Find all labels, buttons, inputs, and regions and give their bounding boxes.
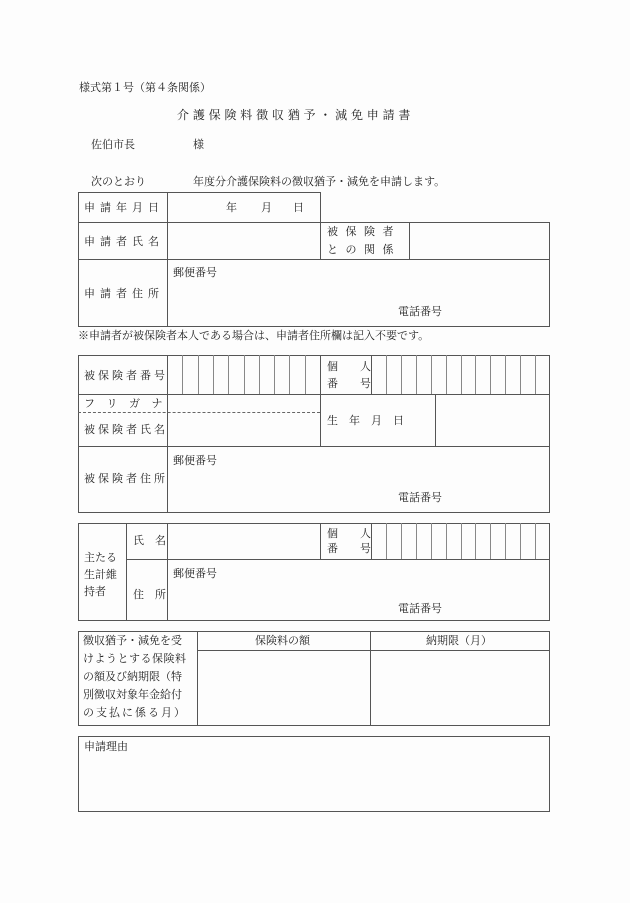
digit-box-divider — [535, 523, 536, 559]
insured-number-digit-box[interactable] — [259, 355, 274, 394]
householder-address-label: 住 所 — [133, 588, 166, 601]
middle-divider — [320, 523, 321, 559]
householder-personal-number-digit-box[interactable] — [386, 523, 401, 559]
insured-address-field[interactable] — [168, 447, 549, 512]
relation-field[interactable] — [410, 223, 549, 259]
insured-personal-number-digit-box[interactable] — [371, 355, 386, 394]
applicant-note: ※申請者が被保険者本人である場合は、申請者住所欄は記入不要です。 — [78, 329, 430, 342]
insured-name-field[interactable] — [168, 413, 320, 446]
householder-personal-number-digit-box[interactable] — [475, 523, 490, 559]
digit-box-divider — [401, 355, 402, 394]
digit-box-divider — [244, 355, 245, 394]
digit-box-divider — [446, 523, 447, 559]
householder-personal-number-label-line1: 個 人 — [327, 527, 371, 540]
householder-personal-number-label-line2: 番 号 — [327, 542, 371, 555]
addressee-honorific: 様 — [193, 138, 204, 151]
digit-box-divider — [305, 355, 306, 394]
digit-box-divider — [461, 355, 462, 394]
digit-box-divider — [259, 355, 260, 394]
digit-box-divider — [213, 355, 214, 394]
date-year-unit: 年 — [226, 201, 237, 214]
digit-box-divider — [182, 355, 183, 394]
householder-postal-label: 郵便番号 — [173, 567, 217, 580]
birth-date-label: 生 年 月 日 — [327, 414, 404, 427]
householder-personal-number-digit-box[interactable] — [535, 523, 550, 559]
fiscal-year-field[interactable] — [150, 172, 190, 188]
householder-personal-number-digit-box[interactable] — [401, 523, 416, 559]
insured-personal-number-digit-box[interactable] — [520, 355, 535, 394]
digit-box-divider — [505, 355, 506, 394]
insured-personal-number-digit-box[interactable] — [401, 355, 416, 394]
applicant-phone-label: 電話番号 — [398, 305, 442, 318]
insured-phone-label: 電話番号 — [398, 491, 442, 504]
householder-personal-number-digit-box[interactable] — [446, 523, 461, 559]
premium-description-line2: けようとする保険料 — [83, 652, 187, 665]
applicant-name-label: 申請者氏名 — [84, 235, 164, 248]
insured-personal-number-label-line2: 番 号 — [327, 377, 371, 390]
relation-label-line1: 被 保 険 者 — [327, 225, 396, 238]
date-day-unit: 日 — [293, 201, 304, 214]
premium-amount-field[interactable] — [198, 651, 370, 725]
householder-name-label: 氏 名 — [133, 534, 166, 547]
digit-box-divider — [475, 355, 476, 394]
insured-number-label: 被保険者番号 — [84, 369, 168, 382]
insured-number-digit-box[interactable] — [289, 355, 304, 394]
digit-box-divider — [228, 355, 229, 394]
premium-due-header: 納期限（月） — [426, 634, 492, 647]
insured-postal-label: 郵便番号 — [173, 454, 217, 467]
premium-amount-header: 保険料の額 — [255, 634, 310, 647]
digit-box-divider — [386, 523, 387, 559]
form-number: 様式第１号（第４条関係） — [79, 81, 211, 94]
digit-box-divider — [520, 355, 521, 394]
insured-personal-number-digit-box[interactable] — [505, 355, 520, 394]
premium-description-line4: 別徴収対象年金給付 — [83, 688, 182, 701]
intro-text: 年度分介護保険料の徴収猶予・減免を申請します。 — [193, 175, 446, 188]
digit-box-divider — [401, 523, 402, 559]
insured-number-digit-box[interactable] — [228, 355, 243, 394]
digit-box-divider — [446, 355, 447, 394]
householder-address-field[interactable] — [168, 560, 549, 620]
insured-personal-number-digit-box[interactable] — [461, 355, 476, 394]
reason-label: 申請理由 — [84, 740, 128, 753]
group-divider — [126, 523, 127, 621]
form-title: 介 護 保 険 料 徴 収 猶 予 ・ 減 免 申 請 書 — [177, 108, 411, 122]
householder-personal-number-digit-box[interactable] — [490, 523, 505, 559]
householder-personal-number-digit-box[interactable] — [520, 523, 535, 559]
insured-personal-number-digit-box[interactable] — [431, 355, 446, 394]
householder-group-label-line3: 持者 — [84, 585, 106, 598]
digit-box-divider — [535, 355, 536, 394]
insured-name-label: 被保険者氏名 — [84, 423, 168, 436]
digit-box-divider — [490, 523, 491, 559]
relation-divider-left — [320, 222, 321, 259]
applicant-postal-label: 郵便番号 — [173, 266, 217, 279]
insured-personal-number-digit-box[interactable] — [386, 355, 401, 394]
digit-box-divider — [461, 523, 462, 559]
applicant-address-label: 申請者住所 — [84, 287, 164, 300]
insured-address-label: 被保険者住所 — [84, 472, 168, 485]
householder-group-label-line2: 生計維 — [84, 568, 117, 581]
insured-personal-number-digit-box[interactable] — [535, 355, 550, 394]
insured-number-digit-box[interactable] — [198, 355, 213, 394]
insured-number-digit-box[interactable] — [305, 355, 320, 394]
insured-number-digit-box[interactable] — [213, 355, 228, 394]
premium-description-line5: の支払に係る月） — [83, 706, 187, 719]
householder-personal-number-digit-box[interactable] — [505, 523, 520, 559]
digit-box-divider — [198, 355, 199, 394]
premium-due-field[interactable] — [371, 651, 549, 725]
birth-date-field[interactable] — [436, 395, 549, 446]
relation-label-line2: と の 関 係 — [327, 243, 396, 256]
insured-number-digit-box[interactable] — [182, 355, 197, 394]
addressee: 佐伯市長 — [91, 138, 135, 151]
date-month-unit: 月 — [261, 201, 272, 214]
reason-field[interactable] — [79, 755, 549, 811]
householder-personal-number-digit-box[interactable] — [416, 523, 431, 559]
intro-prefix: 次のとおり — [91, 175, 146, 188]
householder-personal-number-digit-box[interactable] — [461, 523, 476, 559]
insured-personal-number-label-line1: 個 人 — [327, 360, 371, 373]
applicant-address-field[interactable] — [168, 260, 549, 326]
furigana-label: フ リ ガ ナ — [84, 397, 167, 410]
insured-personal-number-digit-box[interactable] — [416, 355, 431, 394]
premium-description-line1: 徴収猶予・減免を受 — [83, 634, 182, 647]
premium-description-line3: の額及び納期限（特 — [83, 670, 182, 683]
insured-personal-number-digit-box[interactable] — [475, 355, 490, 394]
digit-box-divider — [431, 355, 432, 394]
application-date-label: 申請年月日 — [84, 201, 164, 214]
insured-personal-number-digit-box[interactable] — [490, 355, 505, 394]
insured-number-digit-box[interactable] — [167, 355, 182, 394]
insured-personal-number-digit-box[interactable] — [446, 355, 461, 394]
digit-box-divider — [386, 355, 387, 394]
digit-box-divider — [274, 355, 275, 394]
householder-group-label-line1: 主たる — [84, 551, 117, 564]
digit-box-divider — [416, 355, 417, 394]
middle-divider — [320, 355, 321, 446]
digit-box-divider — [520, 523, 521, 559]
householder-phone-label: 電話番号 — [398, 602, 442, 615]
householder-personal-number-digit-box[interactable] — [371, 523, 386, 559]
digit-box-divider — [490, 355, 491, 394]
insured-number-digit-box[interactable] — [274, 355, 289, 394]
furigana-field[interactable] — [168, 395, 320, 412]
digit-box-divider — [289, 355, 290, 394]
digit-box-divider — [431, 523, 432, 559]
digit-box-divider — [416, 523, 417, 559]
digit-box-divider — [475, 523, 476, 559]
applicant-name-field[interactable] — [168, 223, 320, 259]
digit-box-divider — [505, 523, 506, 559]
householder-name-field[interactable] — [168, 524, 320, 559]
householder-personal-number-digit-box[interactable] — [431, 523, 446, 559]
insured-number-digit-box[interactable] — [244, 355, 259, 394]
